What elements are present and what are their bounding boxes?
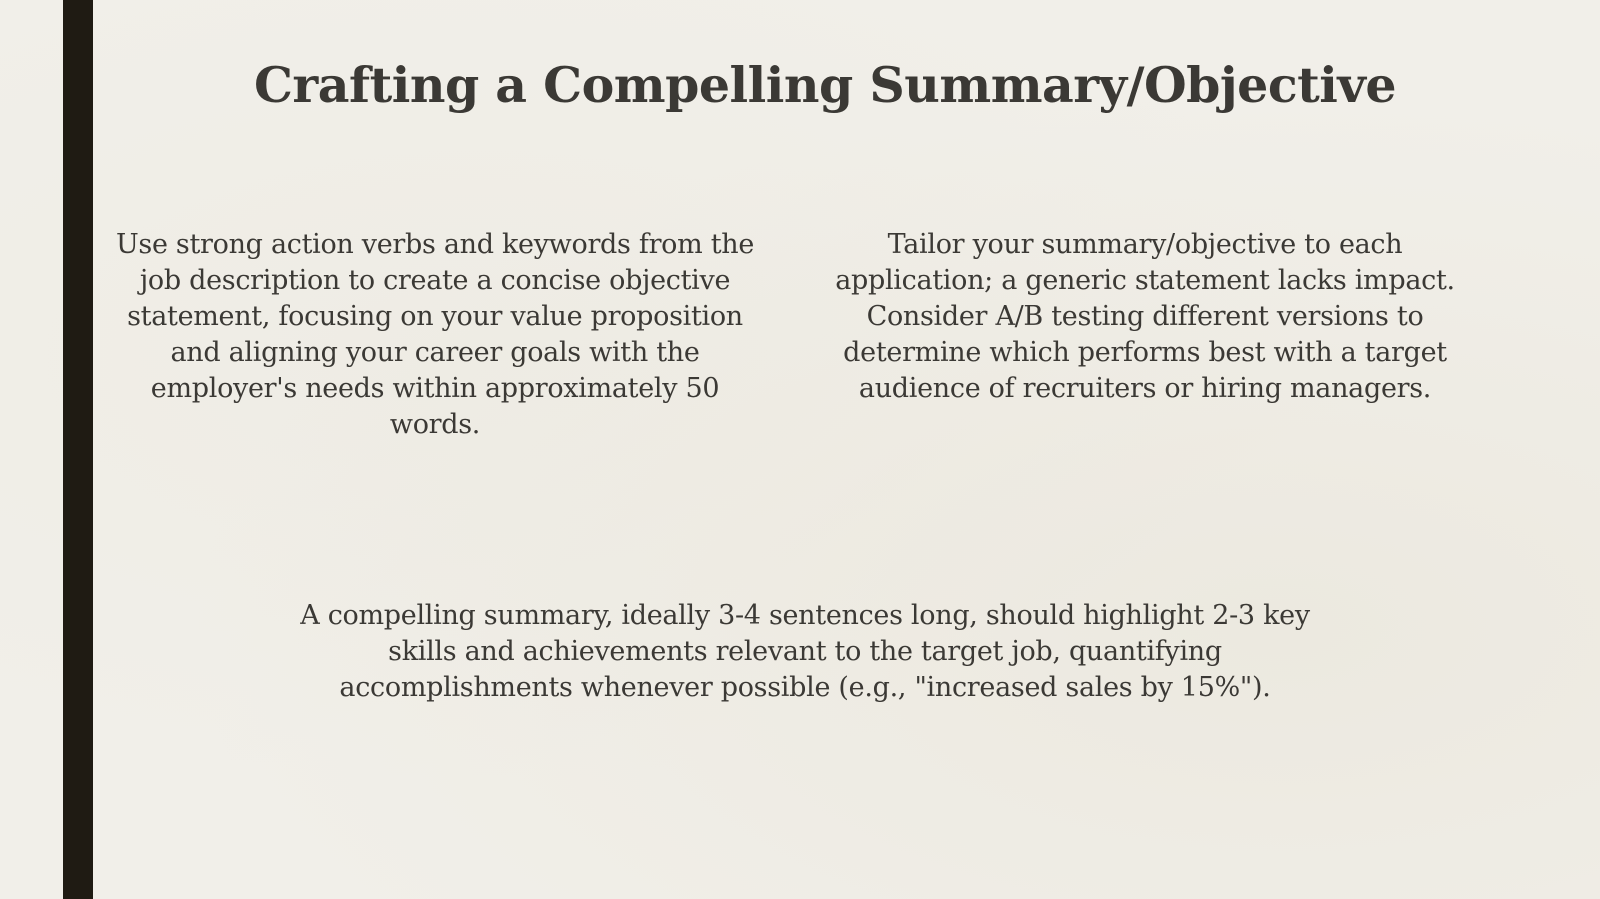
right-paragraph: Tailor your summary/objective to each application; a generic statement lacks impact. Consider A/B testing different versions to determine which performs best with a target audience of recruiters or hiring managers. <box>835 229 1455 404</box>
left-paragraph: Use strong action verbs and keywords from the job description to create a concise objective statement, focusing on your value proposition and aligning your career goals with the employer's needs within approximately 50 words. <box>115 229 755 440</box>
bottom-paragraph: A compelling summary, ideally 3-4 sentences long, should highlight 2-3 key skills and achievements relevant to the target job, quantifying accomplishments whenever possible (e.g., "increased sales by 15%"). <box>300 600 1310 703</box>
accent-bar <box>63 0 93 899</box>
slide-title: Crafting a Compelling Summary/Objective <box>253 56 1397 114</box>
